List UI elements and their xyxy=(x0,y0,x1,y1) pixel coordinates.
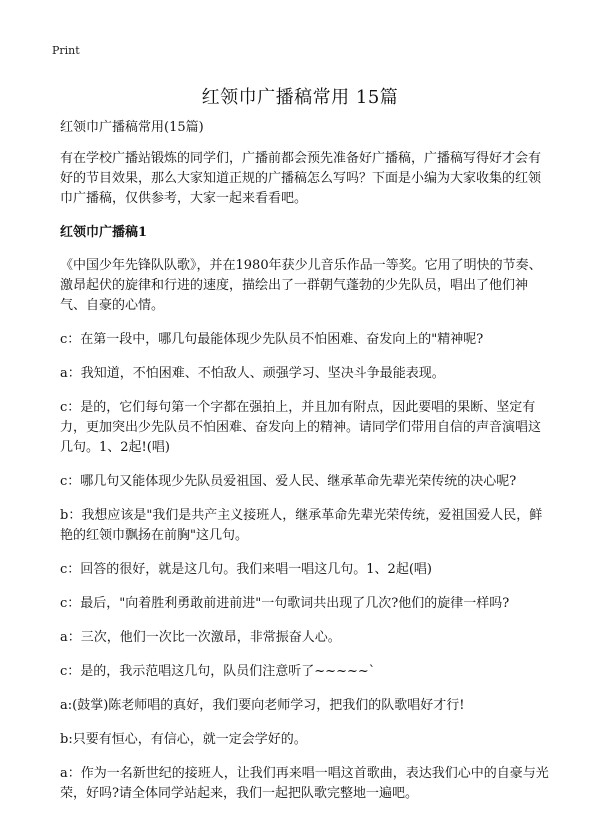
print-label: Print xyxy=(52,44,80,57)
paragraph: b：我想应该是"我们是共产主义接班人，继承革命先辈光荣传统，爱祖国爱人民，鲜艳的红领巾飘扬在前胸"这几句。 xyxy=(60,508,543,543)
paragraph: c：回答的很好，就是这几句。我们来唱一唱这几句。1、2起(唱) xyxy=(60,562,432,577)
paragraph: c：在第一段中，哪几句最能体现少先队员不怕困难、奋发向上的"精神呢? xyxy=(60,332,484,347)
paragraph: a：三次，他们一次比一次激昂，非常振奋人心。 xyxy=(60,630,341,645)
document-body xyxy=(60,118,550,804)
document-subtitle: 红领巾广播稿常用(15篇) xyxy=(60,120,204,135)
paragraph: c：是的，它们每句第一个字都在强拍上，并且加有附点，因此要唱的果断、坚定有力，更加突出少先队员不怕困难、奋发向上的精神。请同学们带用自信的声音演唱这几句。1、2起!(唱) xyxy=(60,400,542,455)
paragraph: c：最后，"向着胜利勇敢前进前进"一句歌词共出现了几次?他们的旋律一样吗? xyxy=(60,596,510,611)
paragraph: c：哪几句又能体现少先队员爱祖国、爱人民、继承革命先辈光荣传统的决心呢? xyxy=(60,474,517,489)
paragraph: a：我知道，不怕困难、不怕敌人、顽强学习、坚决斗争最能表现。 xyxy=(60,366,445,381)
paragraph: a：作为一名新世纪的接班人，让我们再来唱一唱这首歌曲，表达我们心中的自豪与光荣，好吗?请全体同学站起来，我们一起把队歌完整地一遍吧。 xyxy=(60,766,549,801)
paragraph: c：是的，我示范唱这几句，队员们注意听了~~~~~` xyxy=(60,664,376,679)
paragraph: a:(鼓掌)陈老师唱的真好，我们要向老师学习，把我们的队歌唱好才行! xyxy=(60,698,465,713)
section-heading: 红领巾广播稿1 xyxy=(60,225,148,240)
paragraph: b:只要有恒心，有信心，就一定会学好的。 xyxy=(60,732,307,747)
paragraph: 《中国少年先锋队队歌》，并在1980年获少儿音乐作品一等奖。它用了明快的节奏、激昂起伏的旋律和行进的速度，描绘出了一群朝气蓬勃的少先队员，唱出了他们神气、自豪的心情。 xyxy=(60,258,542,313)
document-title: 红领巾广播稿常用 15篇 xyxy=(201,87,399,108)
intro-paragraph: 有在学校广播站锻炼的同学们，广播前都会预先准备好广播稿，广播稿写得好才会有好的节目效果，那么大家知道正规的广播稿怎么写吗？下面是小编为大家收集的红领巾广播稿，仅供参考，大家一起来看看吧。 xyxy=(60,151,542,206)
